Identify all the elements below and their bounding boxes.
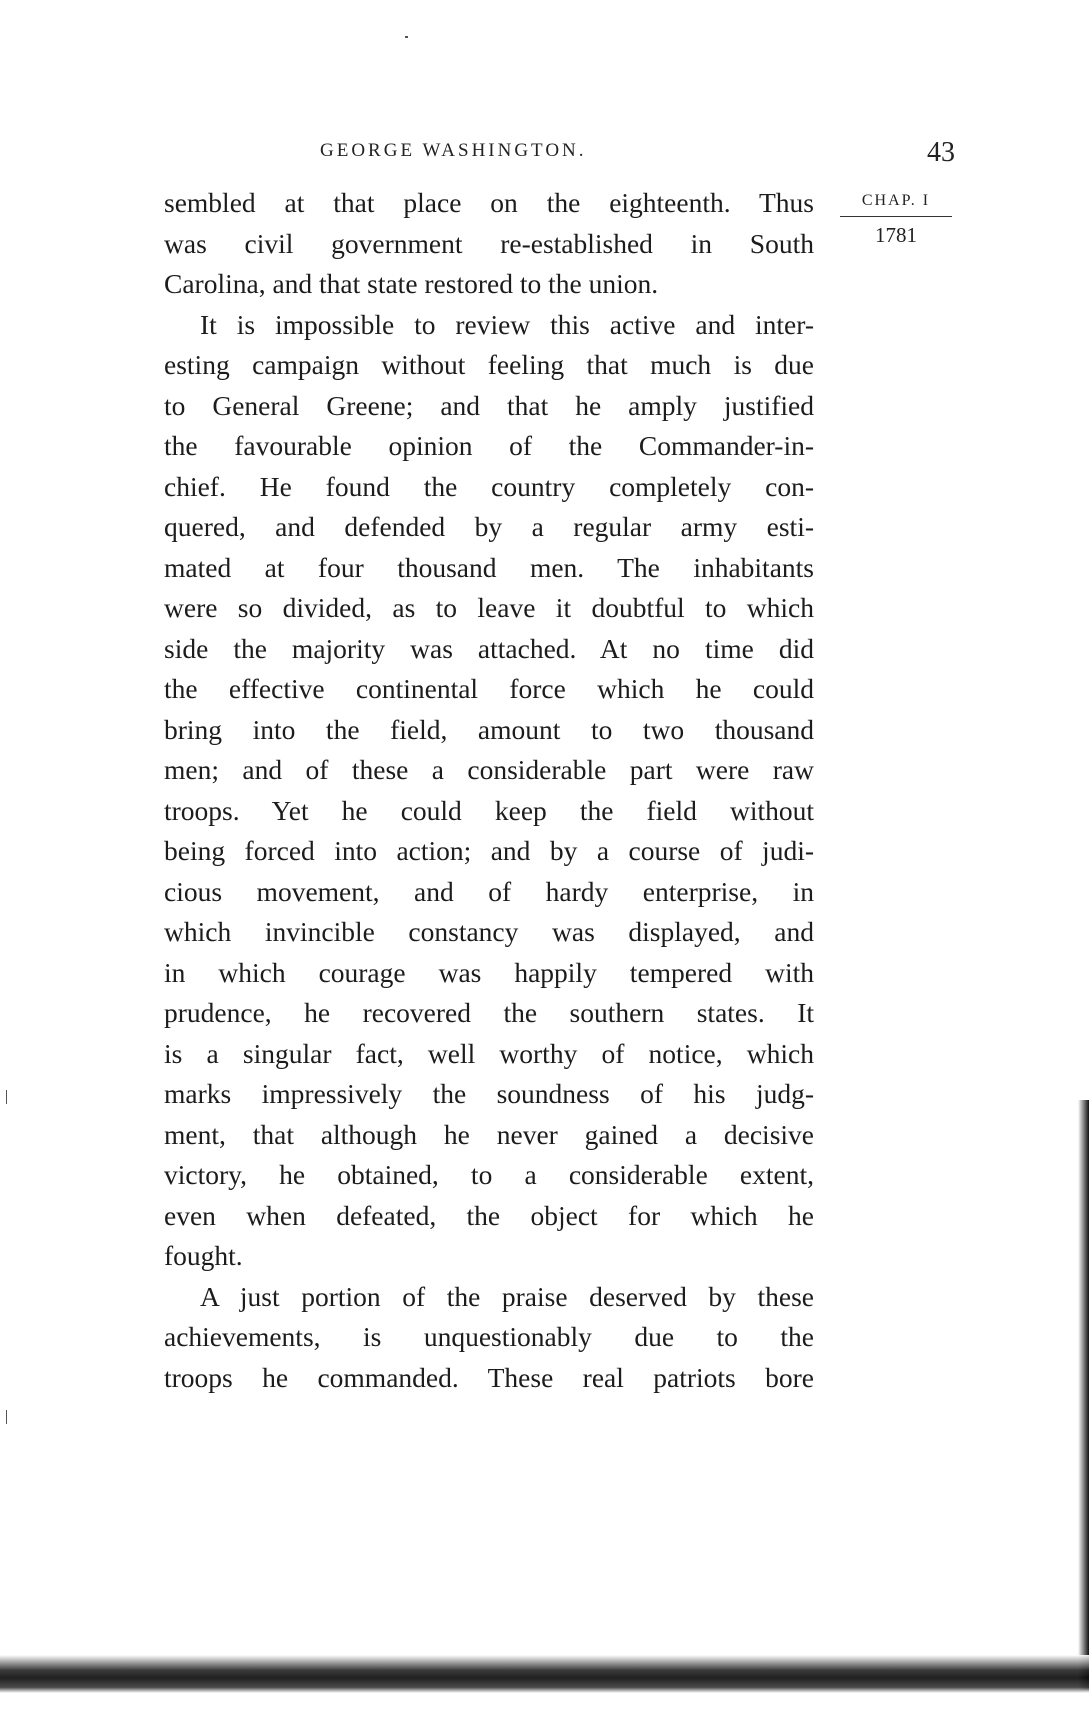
text-line: fought.	[164, 1240, 243, 1271]
text-line: bring into the field, amount to two thousand	[164, 713, 814, 745]
text-line: is a singular fact, well worthy of notice, which	[164, 1037, 814, 1069]
text-line: ment, that although he never gained a decisive	[164, 1118, 814, 1150]
scan-speck	[405, 36, 408, 38]
text-line: which invincible constancy was displayed, and	[164, 916, 814, 947]
paragraph	[164, 183, 814, 305]
text-line: the effective continental force which he could	[164, 673, 814, 704]
text-line: prudence, he recovered the southern states. It	[164, 997, 814, 1028]
scan-speck	[6, 1410, 7, 1424]
text-line: being forced into action; and by a course of judi-	[164, 835, 814, 866]
text-line: achievements, is unquestionably due to the	[164, 1321, 814, 1352]
text-line: mated at four thousand men. The inhabitants	[164, 551, 814, 583]
text-line: the favourable opinion of the Commander-in-	[164, 430, 814, 461]
scan-speck	[6, 1090, 7, 1104]
text-line: were so divided, as to leave it doubtful to which	[164, 592, 814, 623]
paragraph	[164, 1277, 814, 1399]
text-line: to General Greene; and that he amply justified	[164, 389, 814, 421]
text-line: sembled at that place on the eighteenth. Thus	[164, 187, 814, 218]
text-line: chief. He found the country completely con-	[164, 470, 814, 502]
chapter-label: CHAP. I	[840, 192, 952, 217]
text-line: even when defeated, the object for which he	[164, 1199, 814, 1231]
text-line: Carolina, and that state restored to the union.	[164, 268, 659, 299]
text-line: cious movement, and of hardy enterprise, in	[164, 875, 814, 907]
text-line: A just portion of the praise deserved by these	[200, 1280, 814, 1312]
running-head: GEORGE WASHINGTON.	[320, 140, 587, 161]
year-label: 1781	[875, 223, 917, 247]
text-line: troops. Yet he could keep the field without	[164, 794, 814, 826]
page-edge-shadow	[1078, 1100, 1089, 1690]
text-line: esting campaign without feeling that much is due	[164, 349, 814, 380]
body-text	[164, 183, 814, 1398]
text-line: quered, and defended by a regular army esti-	[164, 511, 814, 542]
text-line: was civil government re-established in South	[164, 227, 814, 259]
text-line: marks impressively the soundness of his judg-	[164, 1078, 814, 1109]
page-number: 43	[927, 137, 955, 168]
text-line: victory, he obtained, to a considerable extent,	[164, 1159, 814, 1190]
text-line: in which courage was happily tempered with	[164, 956, 814, 988]
text-line: side the majority was attached. At no time did	[164, 632, 814, 664]
text-line: men; and of these a considerable part were raw	[164, 754, 814, 785]
margin-note	[840, 192, 952, 248]
paragraph	[164, 305, 814, 1277]
scan-binding-shadow	[0, 1655, 1089, 1693]
text-line: troops he commanded. These real patriots bore	[164, 1361, 814, 1393]
text-line: It is impossible to review this active and inter-	[200, 308, 814, 340]
